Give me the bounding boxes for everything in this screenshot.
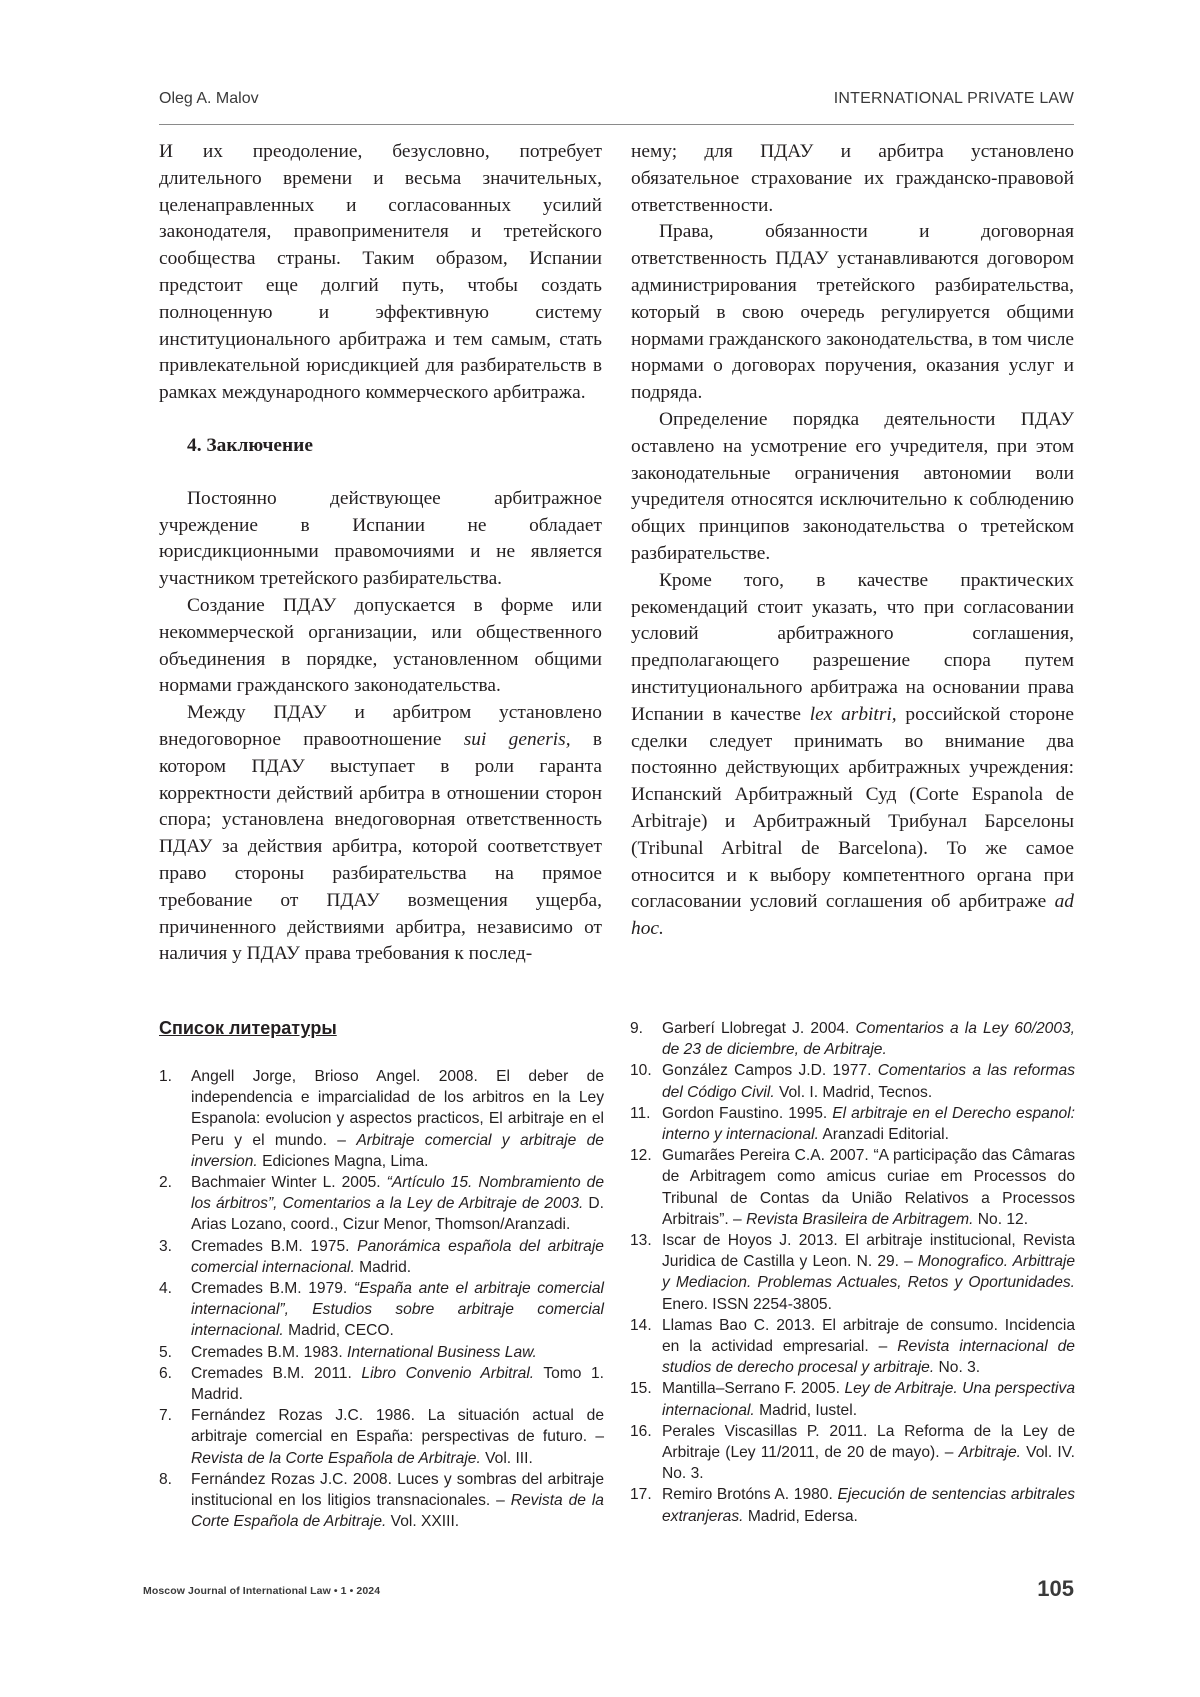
paragraph: И их преодоление, безусловно, потребует длительного времени и весьма значительных, целенаправленных и согласованных усилий законодателя, правоприменителя и третейского сообщества страны. Таким образом, Испании предстоит еще долгий путь, чтобы создать полноценную и эффективную систему институционального арбитража и тем самым, стать привлекательной юрисдикцией для разбирательств в рамках международного коммерческого арбитража. bbox=[159, 141, 602, 404]
italic-term: sui generis, bbox=[463, 728, 571, 750]
header-author: Oleg A. Malov bbox=[159, 90, 259, 107]
reference-source: Revista internacional de studios de derecho procesal y arbitraje. bbox=[662, 1338, 1075, 1377]
reference-tail: Tomo 1. Madrid. bbox=[191, 1364, 604, 1404]
reference-number: 16. bbox=[630, 1422, 652, 1440]
references-list-left bbox=[159, 1066, 604, 1532]
reference-text: Gordon Faustino. 1995. bbox=[662, 1104, 833, 1122]
reference-text: Cremades B.M. 1983. bbox=[191, 1343, 348, 1361]
references-list-right bbox=[630, 1018, 1075, 1527]
reference-tail: Vol. I. Madrid, Tecnos. bbox=[774, 1083, 933, 1101]
reference-number: 7. bbox=[159, 1407, 173, 1425]
reference-text: Gumarães Pereira C.A. 2007. “A participação das Câmaras de Arbitragem como amicus curiae em Processos do Tribunal de Contas da União Relativos a Processos Arbitrais”. – bbox=[662, 1147, 1075, 1228]
reference-text: Bachmaier Winter L. 2005. bbox=[191, 1174, 387, 1192]
reference-text: Iscar de Hoyos J. 2013. El arbitraje institucional, Revista Juridica de Castilla y Leon. N. 29. – bbox=[662, 1232, 1075, 1271]
paragraph: Права, обязанности и договорная ответственность ПДАУ устанавливаются договором администрирования третейского разбирательства, который в свою очередь регулируется общими нормами гражданского законодательства, в том числе нормами о договорах поручения, оказания услуг и подряда. bbox=[631, 221, 1074, 404]
reference-text: Fernández Rozas J.C. 2008. Luces y sombras del arbitraje institucional en los litigios transnacionales. – bbox=[191, 1470, 604, 1510]
reference-item bbox=[630, 1378, 1075, 1420]
header-section: INTERNATIONAL PRIVATE LAW bbox=[833, 90, 1074, 107]
reference-number: 1. bbox=[159, 1068, 173, 1085]
page-number: 105 bbox=[1037, 1576, 1074, 1601]
text-run: Между ПДАУ и арбитром установлено внедоговорное правоотношение bbox=[159, 702, 602, 750]
reference-text: Garberí Llobregat J. 2004. bbox=[662, 1020, 856, 1037]
reference-source: Ley de Arbitraje. Una perspectiva internacional. bbox=[662, 1380, 1075, 1419]
reference-item bbox=[630, 1060, 1075, 1102]
reference-tail: Madrid, CECO. bbox=[283, 1322, 394, 1340]
left-column bbox=[159, 139, 602, 968]
reference-item bbox=[630, 1018, 1075, 1060]
reference-item bbox=[159, 1405, 604, 1469]
reference-item bbox=[159, 1363, 604, 1405]
reference-number: 4. bbox=[159, 1280, 173, 1298]
reference-number: 12. bbox=[630, 1147, 652, 1165]
reference-number: 3. bbox=[159, 1237, 173, 1255]
reference-item bbox=[159, 1342, 604, 1363]
paragraph bbox=[631, 568, 1074, 943]
reference-source: “Artículo 15. Nombramiento de los árbitros”, Comentarios a la Ley de Arbitraje de 2003. bbox=[191, 1174, 604, 1213]
reference-number: 6. bbox=[159, 1364, 173, 1382]
reference-tail: Madrid, Iustel. bbox=[754, 1401, 858, 1419]
reference-tail: Madrid, Edersa. bbox=[743, 1507, 858, 1525]
reference-text: Cremades B.M. 2011. bbox=[191, 1364, 362, 1382]
reference-item bbox=[159, 1236, 604, 1278]
reference-number: 15. bbox=[630, 1380, 652, 1398]
reference-source: Arbitraje comercial y arbitraje de inversion. bbox=[191, 1131, 604, 1170]
reference-source: Panorámica española del arbitraje comercial internacional. bbox=[191, 1237, 604, 1276]
references-title: Список литературы bbox=[159, 1018, 337, 1038]
reference-number: 2. bbox=[159, 1174, 173, 1192]
reference-tail: Madrid. bbox=[354, 1258, 412, 1276]
paragraph: Определение порядка деятельности ПДАУ оставлено на усмотрение его учредителя, при этом законодательные ограничения автономии воли учредителя относятся исключительно к соблюдению общих принципов законодательства о третейском разбирательстве. bbox=[631, 408, 1074, 564]
reference-tail: No. 3. bbox=[934, 1359, 981, 1377]
reference-item bbox=[630, 1103, 1075, 1145]
reference-source: El arbitraje en el Derecho espanol: interno y internacional. bbox=[662, 1104, 1075, 1144]
paragraph bbox=[159, 700, 602, 968]
reference-item bbox=[630, 1421, 1075, 1485]
reference-tail: Vol. IV. No. 3. bbox=[662, 1444, 1076, 1483]
reference-item bbox=[630, 1145, 1075, 1230]
reference-tail: Vol. XXIII. bbox=[386, 1513, 460, 1531]
reference-source: Revista de la Corte Española de Arbitraje. bbox=[191, 1449, 481, 1467]
reference-text: Cremades B.M. 1975. bbox=[191, 1237, 358, 1255]
italic-term: lex arbitri, bbox=[809, 703, 897, 725]
reference-source: “España ante el arbitraje comercial internacional”, Estudios sobre arbitraje comercial internacional. bbox=[191, 1280, 604, 1340]
right-column bbox=[631, 139, 1074, 943]
reference-source: Arbitraje. bbox=[958, 1444, 1021, 1462]
reference-source: Revista Brasileira de Arbitragem. bbox=[746, 1210, 974, 1228]
reference-item bbox=[159, 1172, 604, 1236]
reference-source: Ejecución de sentencias arbitrales extranjeras. bbox=[662, 1486, 1076, 1525]
text-run: российской стороне сделки следует принимать во внимание два постоянно действующих арбитражных учреждения: Испанский Арбитражный Суд (Corte Espanola de Arbitraje) и Арбитражный Трибунал Барселоны (Tribunal Arbitral de Barcelona). То же самое относится и к выбору компетентного органа при согласовании условий соглашения об арбитраже bbox=[631, 703, 1075, 913]
reference-source: Revista de la Corte Española de Arbitraje. bbox=[191, 1492, 604, 1531]
paragraph: нему; для ПДАУ и арбитра установлено обязательное страхование их гражданско-правовой ответственности. bbox=[631, 141, 1074, 216]
reference-source: Monografico. Arbittraje y Mediacion. Problemas Actuales, Retos y Oportunidades. bbox=[662, 1253, 1076, 1292]
reference-tail: No. 12. bbox=[973, 1210, 1029, 1228]
reference-text: Mantilla–Serrano F. 2005. bbox=[662, 1380, 845, 1398]
footer-journal-name: Moscow Journal of International Law • 1 • 2024 bbox=[143, 1585, 381, 1597]
reference-item bbox=[630, 1315, 1075, 1379]
reference-text: González Campos J.D. 1977. bbox=[662, 1062, 878, 1080]
reference-number: 14. bbox=[630, 1316, 652, 1334]
reference-number: 8. bbox=[159, 1470, 173, 1488]
reference-number: 11. bbox=[630, 1104, 651, 1122]
text-run: Кроме того, в качестве практических рекомендаций стоит указать, что при согласовании условий арбитражного соглашения, предполагающего разрешение спора путем институционального арбитража на основании права Испании в качестве bbox=[631, 569, 1074, 725]
reference-tail: D. Arias Lozano, coord., Cizur Menor, Thomson/Aranzadi. bbox=[191, 1195, 604, 1234]
reference-tail: Ediciones Magna, Lima. bbox=[257, 1152, 429, 1170]
reference-number: 9. bbox=[630, 1020, 644, 1037]
reference-source: Libro Convenio Arbitral. bbox=[361, 1364, 535, 1382]
running-header bbox=[159, 88, 1074, 125]
reference-item bbox=[159, 1278, 604, 1342]
italic-term: ad hoc. bbox=[631, 891, 1074, 940]
paragraph: Создание ПДАУ допускается в форме или некоммерческой организации, или общественного объединения в порядке, установленном общими нормами гражданского законодательства. bbox=[159, 594, 602, 697]
reference-source: Comentarios a la Ley 60/2003, de 23 de diciembre, de Arbitraje. bbox=[662, 1020, 1075, 1059]
reference-tail: Aranzadi Editorial. bbox=[818, 1126, 949, 1144]
reference-text: Perales Viscasillas P. 2011. La Reforma de la Ley de Arbitraje (Ley 11/2011, de 20 de mayo). – bbox=[662, 1422, 1075, 1462]
reference-text: Remiro Brotóns A. 1980. bbox=[662, 1486, 838, 1504]
section-heading: 4. Заключение bbox=[187, 434, 313, 456]
reference-source: International Business Law. bbox=[347, 1343, 537, 1361]
reference-text: Angell Jorge, Brioso Angel. 2008. El deber de independencia e imparcialidad de los arbitros en la Ley Espanola: evolucion y aspectos practicos, El arbitraje en el Peru y el mundo. – bbox=[191, 1068, 604, 1149]
text-run: в котором ПДАУ выступает в роли гаранта корректности действий арбитра в отношении сторон спора; установлена внедоговорная ответственность ПДАУ за действия арбитра, которой соответствует право стороны разбирательства на прямое требование от ПДАУ возмещения ущерба, причиненного действиями арбитра, независимо от наличия у ПДАУ права требования к послед- bbox=[159, 728, 602, 965]
reference-number: 5. bbox=[159, 1343, 173, 1361]
reference-item bbox=[630, 1484, 1075, 1526]
reference-source: Comentarios a las reformas del Código Civil. bbox=[662, 1062, 1075, 1101]
reference-text: Cremades B.M. 1979. bbox=[191, 1280, 354, 1298]
reference-tail: Enero. ISSN 2254-3805. bbox=[662, 1295, 832, 1313]
reference-number: 10. bbox=[630, 1062, 652, 1080]
reference-item bbox=[159, 1066, 604, 1172]
reference-item bbox=[159, 1469, 604, 1533]
reference-text: Fernández Rozas J.C. 1986. La situación actual de arbitraje comercial en España: perspectivas de futuro. – bbox=[191, 1407, 604, 1446]
paragraph: Постоянно действующее арбитражное учреждение в Испании не обладает юрисдикционными правомочиями и не является участником третейского разбирательства. bbox=[159, 487, 602, 590]
reference-number: 17. bbox=[630, 1486, 652, 1504]
reference-item bbox=[630, 1230, 1075, 1315]
reference-number: 13. bbox=[630, 1232, 652, 1250]
reference-tail: Vol. III. bbox=[480, 1449, 533, 1467]
reference-text: Llamas Bao C. 2013. El arbitraje de consumo. Incidencia en la actividad empresarial. – bbox=[662, 1316, 1075, 1356]
